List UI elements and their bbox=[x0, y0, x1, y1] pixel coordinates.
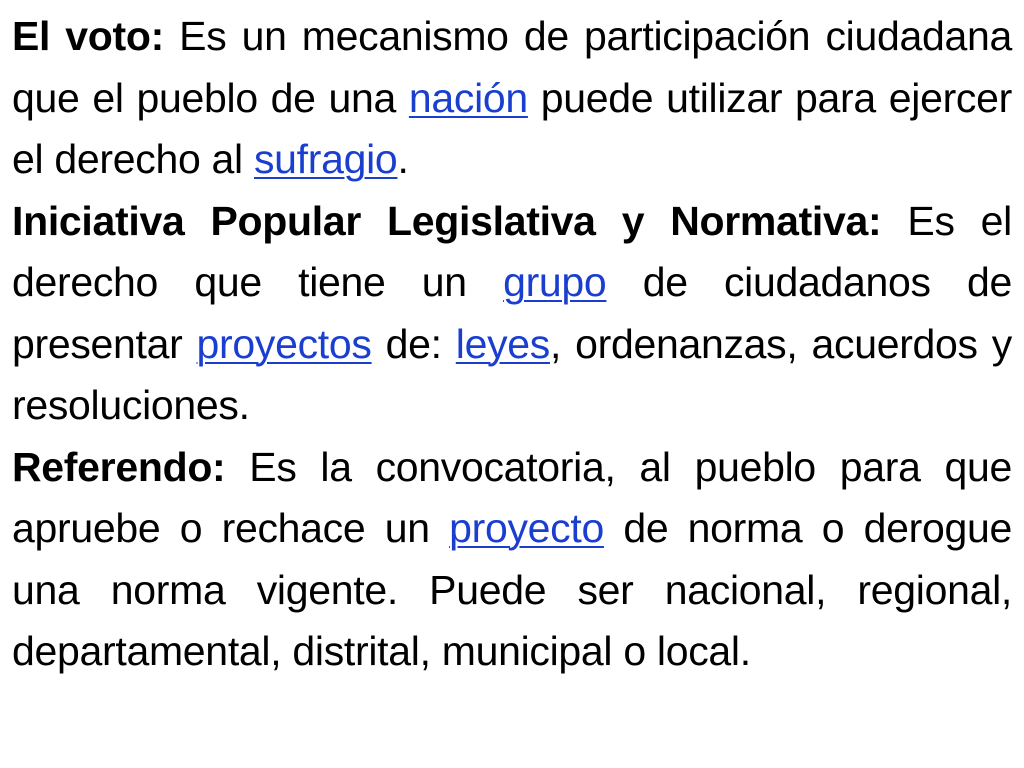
term-referendo: Referendo: bbox=[12, 443, 226, 490]
text-segment: puede utilizar para ejercer el derecho al bbox=[12, 74, 1012, 182]
link-sufragio[interactable]: sufragio bbox=[253, 136, 398, 182]
text-segment: . bbox=[397, 136, 409, 182]
text-segment: de: bbox=[371, 320, 456, 367]
text-segment: Es el derecho que tiene un bbox=[12, 197, 1012, 305]
text-segment: , ordenanzas, acuerdos y resoluciones. bbox=[12, 320, 1012, 428]
text-segment: de ciudadanos de presentar bbox=[12, 259, 1012, 367]
paragraph-referendo bbox=[12, 437, 1012, 683]
link-leyes[interactable]: leyes bbox=[455, 320, 550, 367]
paragraph-iniciativa bbox=[12, 191, 1012, 437]
term-iniciativa: Iniciativa Popular Legislativa y Normativa: bbox=[12, 197, 882, 244]
text-segment: Es la convocatoria, al pueblo para que apruebe o rechace un bbox=[12, 443, 1012, 551]
link-grupo[interactable]: grupo bbox=[503, 259, 607, 305]
link-nacion[interactable]: nación bbox=[408, 74, 528, 121]
text-segment: Es un mecanismo de participación ciudadana que el pueblo de una bbox=[12, 13, 1012, 121]
link-proyecto[interactable]: proyecto bbox=[449, 505, 604, 551]
paragraph-voto bbox=[12, 6, 1012, 191]
link-proyectos[interactable]: proyectos bbox=[196, 320, 372, 367]
term-voto: El voto: bbox=[12, 13, 165, 59]
text-segment: de norma o derogue una norma vigente. Puede ser nacional, regional, departamental, distrital, municipal o local. bbox=[12, 505, 1012, 674]
